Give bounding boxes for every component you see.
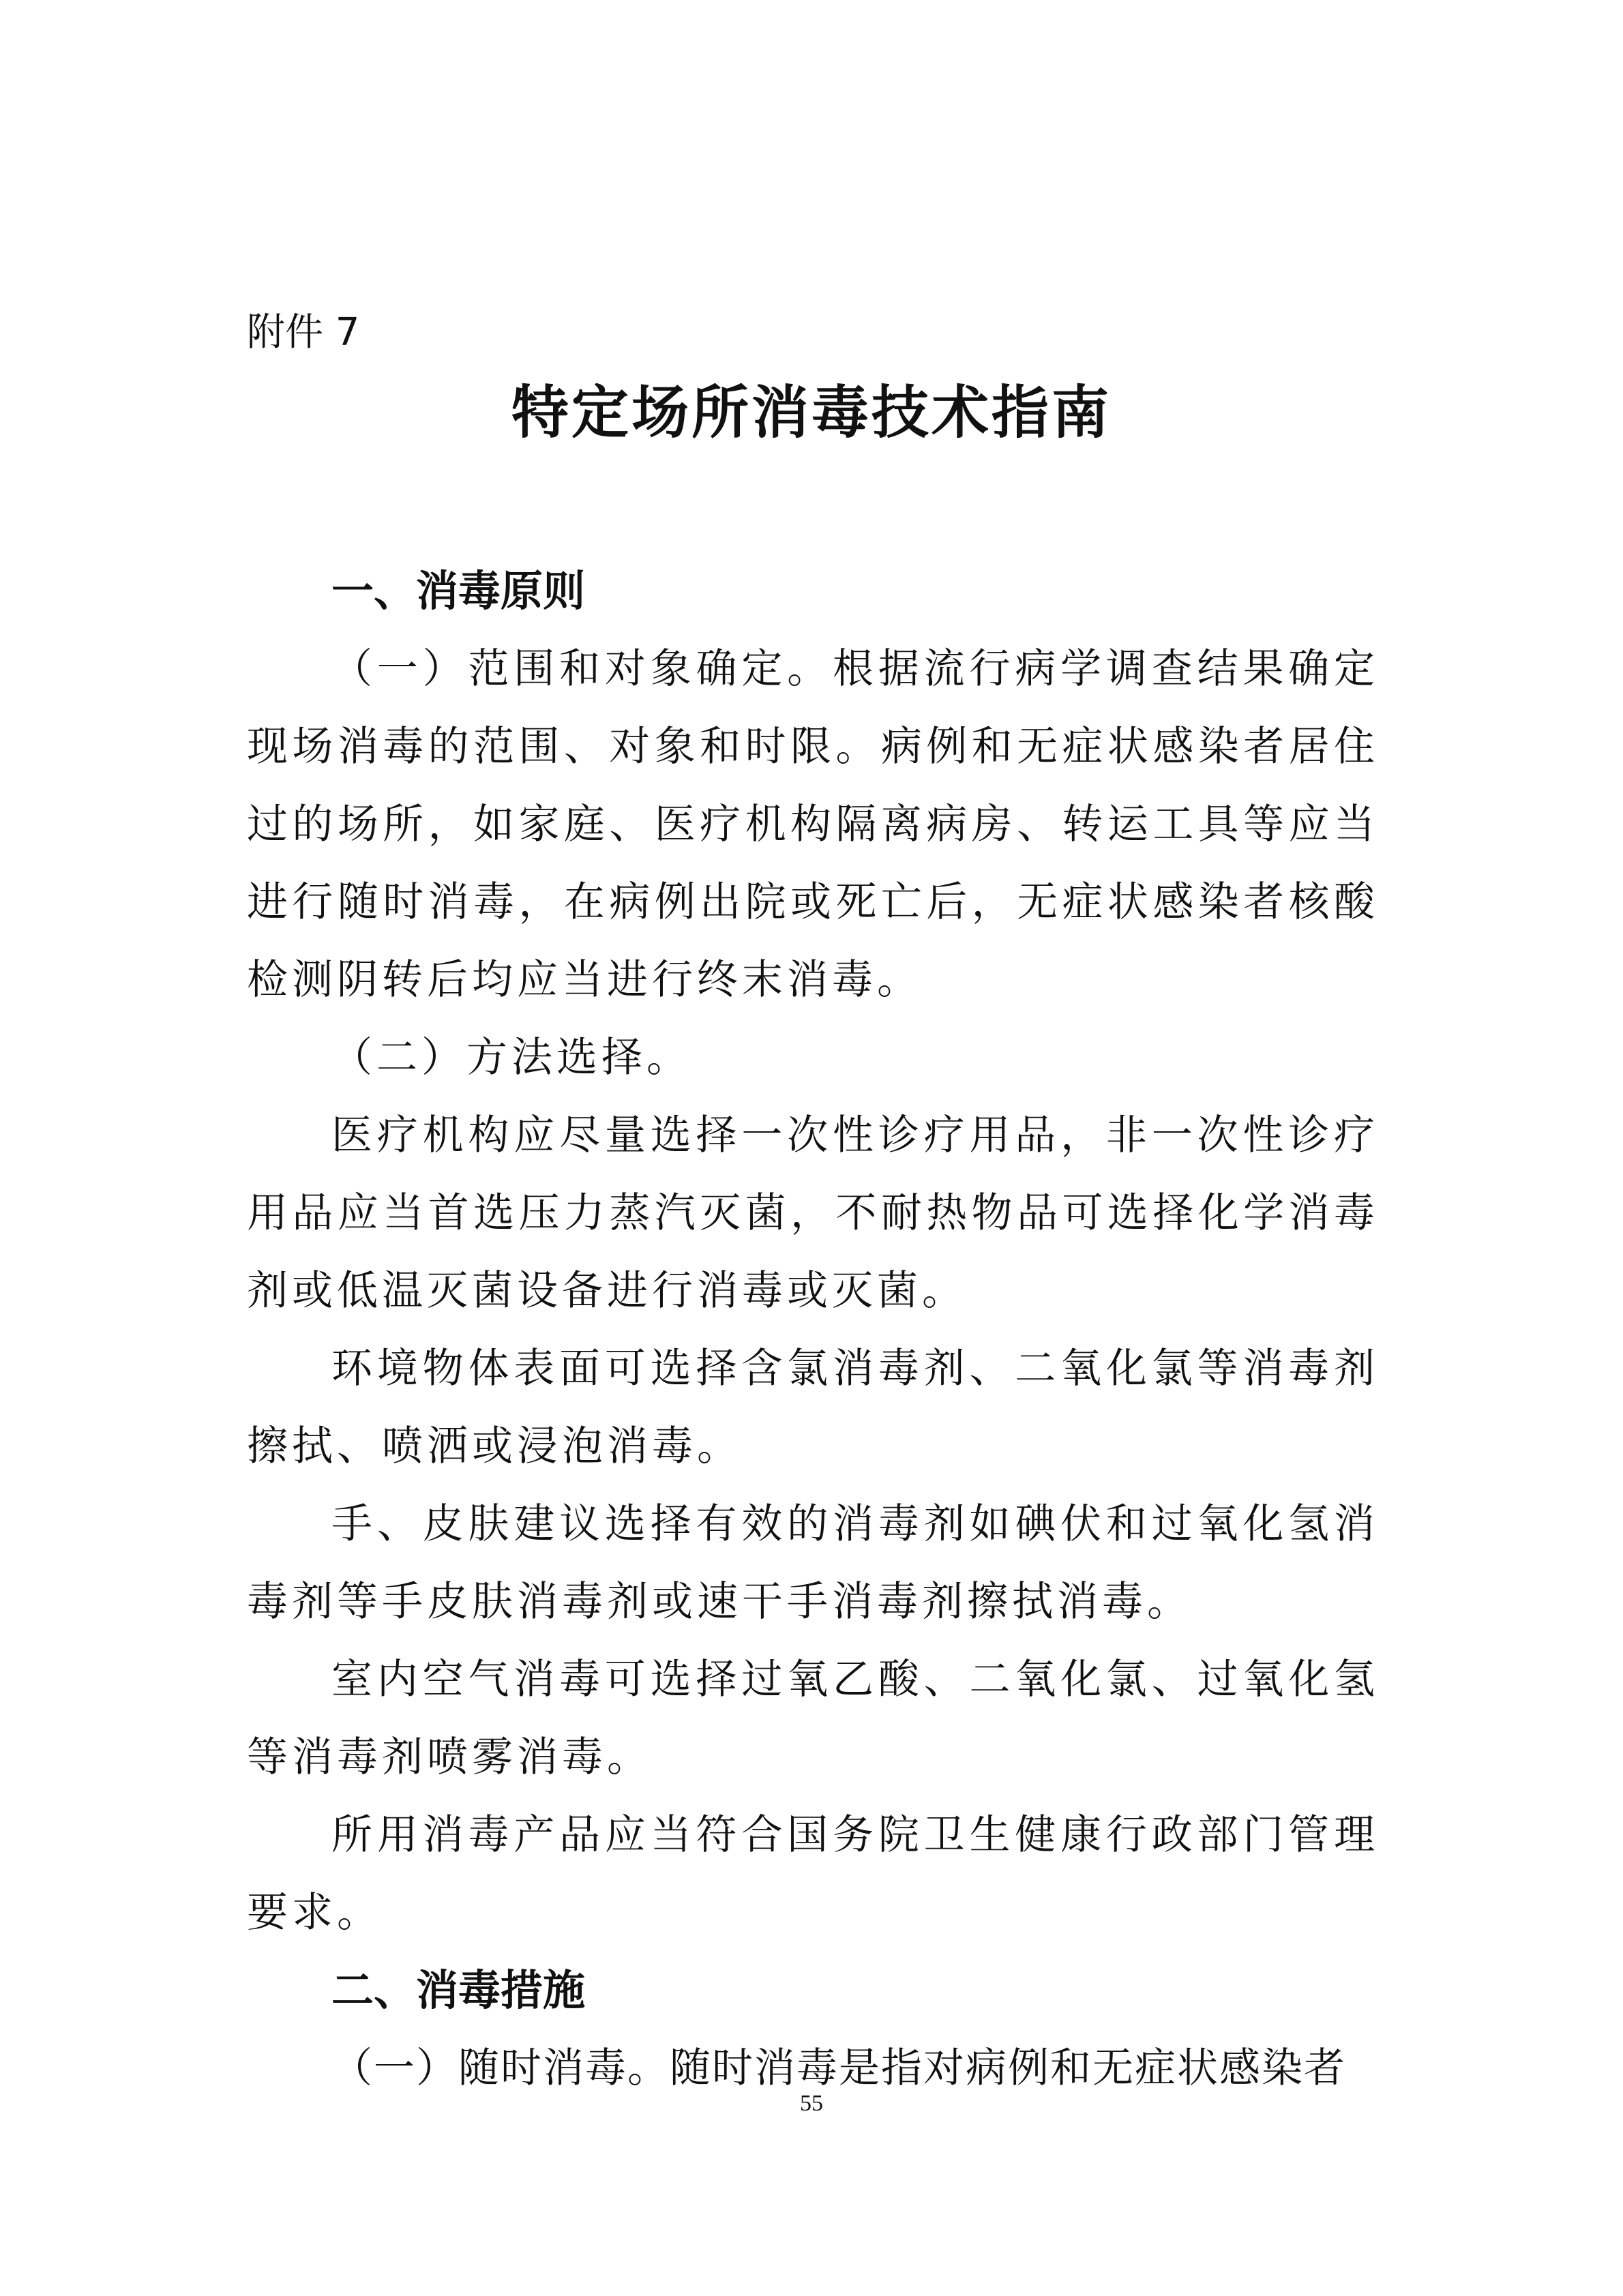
- document-title: 特定场所消毒技术指南: [511, 379, 1112, 446]
- paragraph-surfaces: 环境物体表面可选择含氯消毒剂、二氧化氯等消毒剂擦拭、喷洒或浸泡消毒。: [247, 1345, 1379, 1470]
- paragraph-scope: （一）范围和对象确定。根据流行病学调查结果确定现场消毒的范围、对象和时限。病例和无症状感染者居住过的场所，如家庭、医疗机构隔离病房、转运工具等应当进行随时消毒，在病例出院或死亡后，无症状感染者核酸检测阴转后均应当进行终末消毒。: [247, 645, 1379, 1004]
- section-heading-principles: 一、消毒原则: [331, 566, 586, 616]
- paragraph-product-requirements: 所用消毒产品应当符合国务院卫生健康行政部门管理要求。: [247, 1811, 1379, 1937]
- attachment-label: 附件 7: [247, 310, 360, 355]
- section-heading-measures: 二、消毒措施: [331, 1965, 586, 2015]
- paragraph-indoor-air: 室内空气消毒可选择过氧乙酸、二氧化氯、过氧化氢等消毒剂喷雾消毒。: [247, 1656, 1379, 1781]
- paragraph-concurrent-disinfection: （一）随时消毒。随时消毒是指对病例和无症状感染者: [331, 2044, 1346, 2092]
- page-number: 55: [800, 2091, 823, 2116]
- paragraph-medical-items: 医疗机构应尽量选择一次性诊疗用品，非一次性诊疗用品应当首选压力蒸汽灭菌，不耐热物品可选择化学消毒剂或低温灭菌设备进行消毒或灭菌。: [247, 1112, 1379, 1315]
- paragraph-method-heading: （二）方法选择。: [331, 1034, 691, 1082]
- paragraph-hands-skin: 手、皮肤建议选择有效的消毒剂如碘伏和过氧化氢消毒剂等手皮肤消毒剂或速干手消毒剂擦拭消毒。: [247, 1500, 1379, 1626]
- document-body: [247, 552, 1379, 2107]
